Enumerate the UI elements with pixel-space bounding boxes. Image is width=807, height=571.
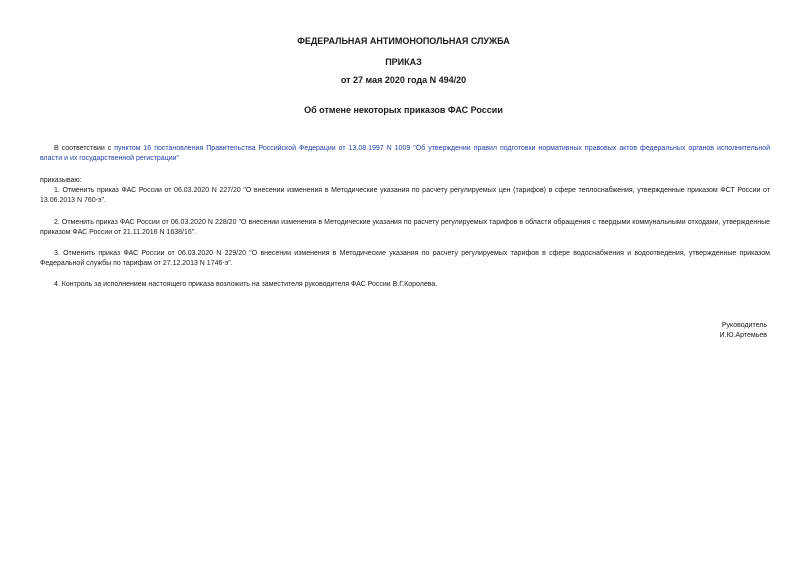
order-item-4: 4. Контроль за исполнением настоящего приказа возложить на заместителя руководителя ФАС России В.Г.Королева.: [54, 281, 438, 288]
order-item-1: 1. Отменить приказ ФАС России от 06.03.2020 N 227/20 "О внесении изменения в Методические указания по расчету регулируемых цен (тарифов) в сфере теплоснабжения, утвержденные приказом ФСТ России от 13.06.2013 N 760-э".: [40, 187, 770, 204]
document-type: ПРИКАЗ: [385, 57, 422, 67]
organization-name: ФЕДЕРАЛЬНАЯ АНТИМОНОПОЛЬНАЯ СЛУЖБА: [297, 36, 510, 46]
intro-paragraph: [40, 144, 770, 164]
order-item-3: 3. Отменить приказ ФАС России от 06.03.2020 N 229/20 "О внесении изменения в Методические указания по расчету регулируемых тарифов в сфере водоснабжения и водоотведения, утвержденные приказом Федеральной службы по тарифам от 27.12.2013 N 1746-э".: [40, 250, 770, 267]
order-item-2: 2. Отменить приказ ФАС России от 06.03.2020 N 228/20 "О внесении изменения в Методические указания по расчету регулируемых тарифов в области обращения с твердыми коммунальными отходами, утвержденные приказом ФАС России от 21.11.2016 N 1638/16".: [40, 219, 770, 236]
signature-name: И.Ю.Артемьев: [719, 332, 767, 339]
signature-title: Руководитель: [721, 322, 767, 329]
legal-reference-link[interactable]: пунктом 16 постановления Правительства Российской Федерации от 13.08.1997 N 1009 "Об утверждении правил подготовки нормативных правовых актов федеральных органов исполнительной власти и их государственной регистрации": [40, 145, 770, 162]
document-subject: Об отмене некоторых приказов ФАС России: [304, 105, 503, 115]
decree-word: приказываю:: [40, 177, 82, 184]
intro-prefix: В соответствии с: [54, 145, 115, 152]
document-date: от 27 мая 2020 года N 494/20: [340, 75, 467, 85]
